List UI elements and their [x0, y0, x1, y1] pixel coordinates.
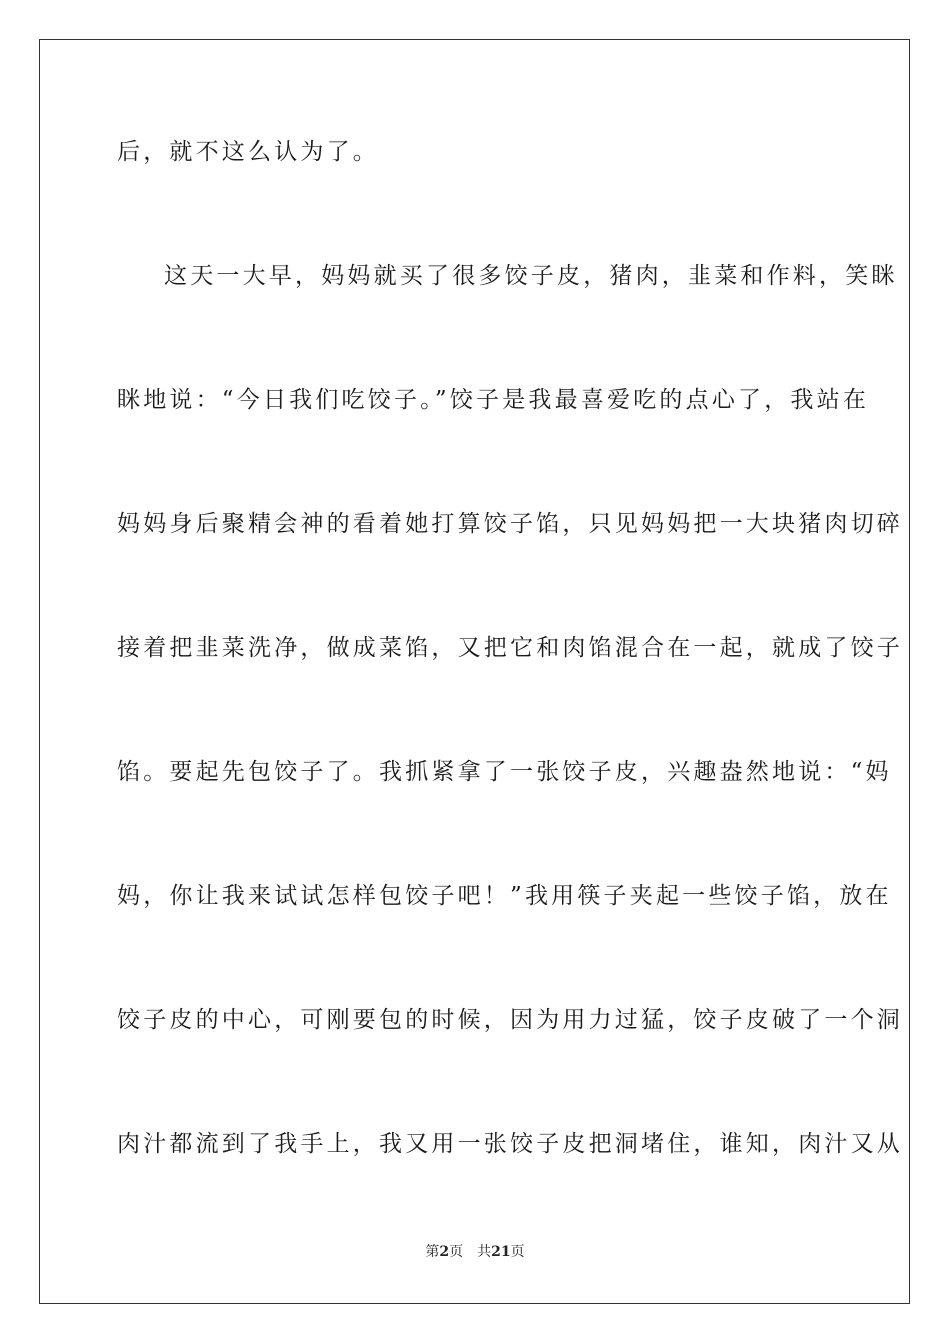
page-border [39, 39, 910, 1304]
text-line-2: 这天一大早，妈妈就买了很多饺子皮，猪肉，韭菜和作料，笑眯 [164, 263, 898, 289]
text-line-3: 眯地说：“今日我们吃饺子。”饺子是我最喜爱吃的点心了，我站在 [117, 387, 870, 413]
text-line-9: 肉汁都流到了我手上，我又用一张饺子皮把洞堵住，谁知，肉汁又从 [117, 1131, 903, 1157]
total-suffix: 页 [510, 1244, 525, 1260]
total-pages: 21 [491, 1244, 511, 1260]
text-line-6: 馅。要起先包饺子了。我抓紧拿了一张饺子皮，兴趣盎然地说：“妈 [117, 759, 892, 785]
text-line-7: 妈，你让我来试试怎样包饺子吧！”我用筷子夹起一些饺子馅，放在 [117, 883, 892, 909]
page-number: 2 [439, 1244, 450, 1260]
text-line-1: 后，就不这么认为了。 [117, 139, 379, 165]
page-suffix: 页 [449, 1244, 464, 1260]
text-line-5: 接着把韭菜洗净，做成菜馅，又把它和肉馅混合在一起，就成了饺子 [117, 635, 903, 661]
page-footer [0, 1243, 950, 1261]
text-line-8: 饺子皮的中心，可刚要包的时候，因为用力过猛，饺子皮破了一个洞 [117, 1007, 903, 1033]
total-prefix: 共 [477, 1244, 492, 1260]
text-line-4: 妈妈身后聚精会神的看着她打算饺子馅，只见妈妈把一大块猪肉切碎 [117, 511, 903, 537]
page-prefix: 第 [425, 1244, 440, 1260]
